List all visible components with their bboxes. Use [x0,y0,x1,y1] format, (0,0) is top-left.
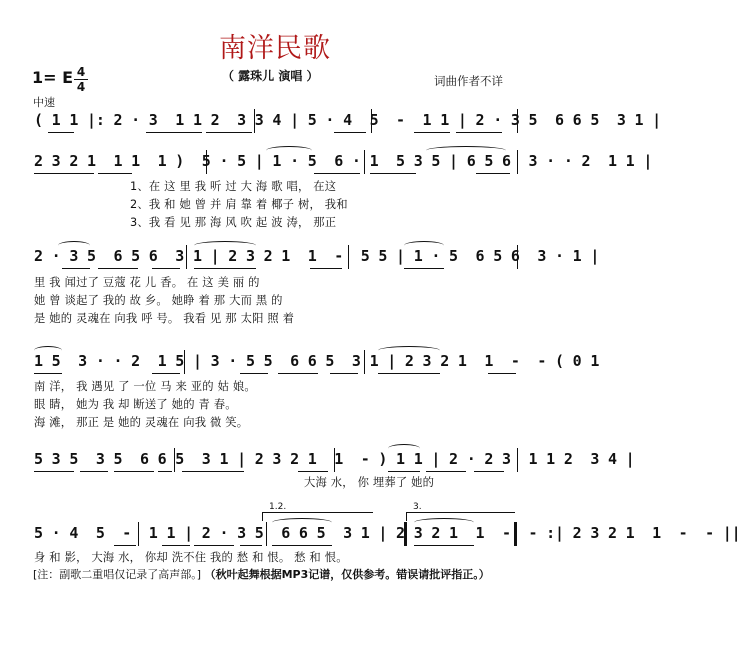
staff-row-5 [34,448,635,470]
beam [80,471,108,472]
beam [330,373,358,374]
bar-line [138,522,139,546]
notation-line: ( 1 1 |: 2 · 3 1 1 2 3 3 4 | 5 · 4 5 - 1 1 | 2 · 3 5 6 6 5 3 1 | [34,111,661,129]
beam [272,545,332,546]
tempo-marking: 中速 [33,96,55,109]
staff-row-3 [34,245,600,267]
meter-bottom: 4 [76,80,86,94]
beam [194,545,234,546]
beam [456,132,502,133]
singer-credit: （ 露珠儿 演唱 ） [222,69,319,83]
beam [310,268,342,269]
notation-line: 5 · 4 5 - 1 1 | 2 · 3 5 6 6 5 3 1 | 2 3 2 1 1 - - :| 2 3 2 1 1 - - || [34,524,740,542]
bar-line [517,150,518,174]
lyric-verse-3: 是 她的 灵魂在 向我 呼 号。 我看 见 那 太阳 照 着 [34,312,295,325]
tie-slur [58,241,90,250]
final-bar [514,522,517,546]
beam [162,545,190,546]
tie-slur [426,146,506,155]
beam [182,471,244,472]
bar-line [364,350,365,374]
lyric-refrain: 大海 水， 你 埋葬了 她的 [304,476,435,489]
staff-row-2 [34,150,653,172]
tie-slur [194,241,256,250]
beam [98,173,132,174]
lyric-verse-1: 里 我 闻过了 豆蔻 花 儿 香。 在 这 美 丽 的 [34,276,260,289]
page-title: 南洋民歌 [219,33,331,64]
tie-slur [34,346,62,355]
beam [388,471,420,472]
bar-line [517,245,518,269]
repeat-end-bar [404,522,407,546]
staff-row-6 [34,522,740,544]
bar-line [184,350,185,374]
bar-line [186,245,187,269]
staff-row-1 [34,109,661,131]
bar-line [334,448,335,472]
beam [414,132,450,133]
bar-line [517,109,518,133]
tie-slur [404,241,444,250]
beam [334,132,366,133]
volta-first-label: 1.2. [269,502,287,512]
beam [314,173,360,174]
beam [370,173,416,174]
notation-line: 5 3 5 3 5 6 6 5 3 1 | 2 3 2 1 1 - ) 1 1 | 2 · 2 3 1 1 2 3 4 | [34,450,635,468]
beam [414,545,474,546]
beam [114,471,154,472]
beam [240,545,262,546]
footnote-harmony: [注：副歌二重唱仅记录了高声部。] [33,568,202,581]
volta-second-label: 3. [413,502,422,512]
bar-line [364,150,365,174]
footnote [33,566,490,582]
beam [34,173,94,174]
bar-line [206,150,207,174]
beam [62,268,90,269]
bar-line [371,109,372,133]
tie-slur [272,518,332,527]
bar-line [517,448,518,472]
lyric-refrain-end: 身 和 影， 大海 水， 你却 洗不住 我的 愁 和 恨。 愁 和 恨。 [34,551,348,564]
beam [158,471,172,472]
lyrics-row-3 [34,274,518,325]
key-signature: 1= E [32,68,74,87]
beam [206,132,252,133]
lyric-verse-2: 2、我 和 她 曾 并 肩 靠 着 椰子 树， 我和 [130,198,348,211]
author-credit: 词曲作者不详 [434,74,503,88]
bar-line [174,448,175,472]
beam [34,471,74,472]
notation-line: 1 5 3 · · 2 1 5 | 3 · 5 5 6 6 5 3 1 | 2 3 2 1 1 - - ( 0 1 [34,352,600,370]
beam [426,471,466,472]
beam [488,373,516,374]
time-signature [74,66,88,93]
footnote-transcriber: （秋叶起舞根据MP3记谱，仅供参考。错误请批评指正。） [204,568,490,581]
lyrics-row-2 [34,178,518,229]
lyric-verse-3: 海 滩， 那正 是 她的 灵魂在 向我 微 笑。 [34,416,249,429]
beam [298,471,328,472]
bar-line [254,109,255,133]
beam [98,268,138,269]
beam [48,132,74,133]
beam [404,268,444,269]
bar-line [266,522,267,546]
notation-line: 2 3 2 1 1 1 1 ) 5 · 5 | 1 · 5 6 · 1 5 3 5 | 6 5 6 3 · · 2 1 1 | [34,152,653,170]
lyric-verse-2: 她 曾 谈起了 我的 故 乡。 她睁 着 那 大而 黑 的 [34,294,283,307]
tie-slur [388,444,420,453]
beam [476,173,510,174]
meter-top: 4 [76,65,86,79]
beam [378,373,440,374]
tie-slur [414,518,474,527]
beam [152,373,180,374]
staff-row-4 [34,350,600,372]
beam [474,471,504,472]
beam [152,268,180,269]
lyrics-row-4 [34,378,518,429]
notation-line: 2 · 3 5 6 5 6 3 1 | 2 3 2 1 1 - 5 5 | 1 · 5 6 5 6 3 · 1 | [34,247,600,265]
beam [34,373,62,374]
tie-slur [266,146,312,155]
beam [278,373,318,374]
lyric-verse-1: 1、在 这 里 我 听 过 大 海 歌 唱， 在这 [130,180,337,193]
lyric-verse-3: 3、我 看 见 那 海 风 吹 起 波 涛， 那正 [130,216,337,229]
lyric-verse-2: 眼 睛， 她为 我 却 断送了 她的 青 春。 [34,398,237,411]
beam [194,268,256,269]
beam [240,373,268,374]
lyrics-row-5 [34,474,518,488]
beam [146,132,202,133]
tie-slur [378,346,440,355]
beam [114,545,136,546]
lyric-verse-1: 南 洋， 我 遇见 了 一位 马 来 亚的 姑 娘。 [34,380,256,393]
bar-line [348,245,349,269]
lyrics-row-6 [34,549,518,563]
